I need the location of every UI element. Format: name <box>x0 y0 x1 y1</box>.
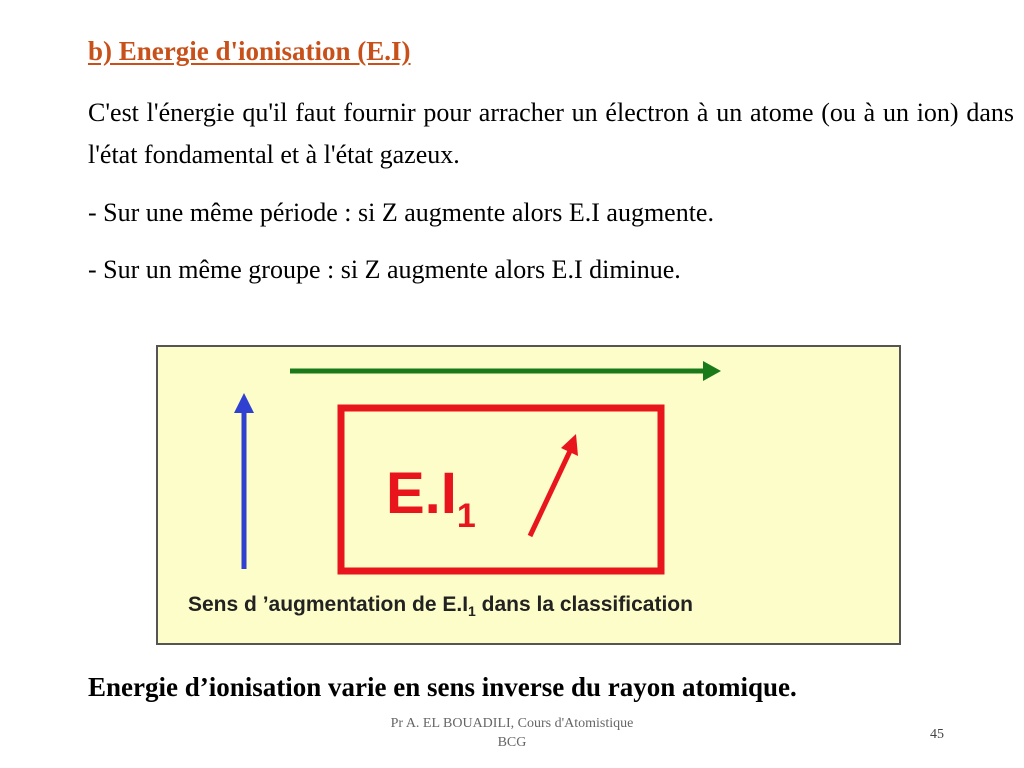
page-number: 45 <box>930 727 944 742</box>
section-title: b) Energie d'ionisation (E.I) <box>88 36 411 66</box>
footer-course: BCG <box>497 735 527 750</box>
caption-sub: 1 <box>468 603 476 619</box>
conclusion-text: Energie d’ionisation varie en sens inverse du rayon atomique. <box>88 672 797 702</box>
footer <box>352 714 672 752</box>
ei-label <box>386 461 476 535</box>
diagonal-arrow-icon <box>530 451 570 536</box>
group-rule: - Sur un même groupe : si Z augmente alors E.I diminue. <box>88 255 681 284</box>
figure-caption <box>188 593 693 619</box>
ei-label-main: E.I <box>386 461 457 526</box>
ei-label-sub: 1 <box>456 497 476 535</box>
definition-paragraph: C'est l'énergie qu'il faut fournir pour arracher un électron à un atome (ou à un ion) dans l'état fondamental et à l'état gazeux. <box>88 98 1014 169</box>
caption-after: dans la classification <box>475 593 693 616</box>
ionization-energy-figure <box>156 345 901 645</box>
horizontal-arrowhead-icon <box>703 361 721 381</box>
vertical-arrowhead-icon <box>234 393 254 413</box>
caption-before: Sens d ’augmentation de E.I <box>188 593 469 616</box>
footer-author: Pr A. EL BOUADILI, Cours d'Atomistique <box>390 716 634 731</box>
period-rule: - Sur une même période : si Z augmente alors E.I augmente. <box>88 198 714 227</box>
